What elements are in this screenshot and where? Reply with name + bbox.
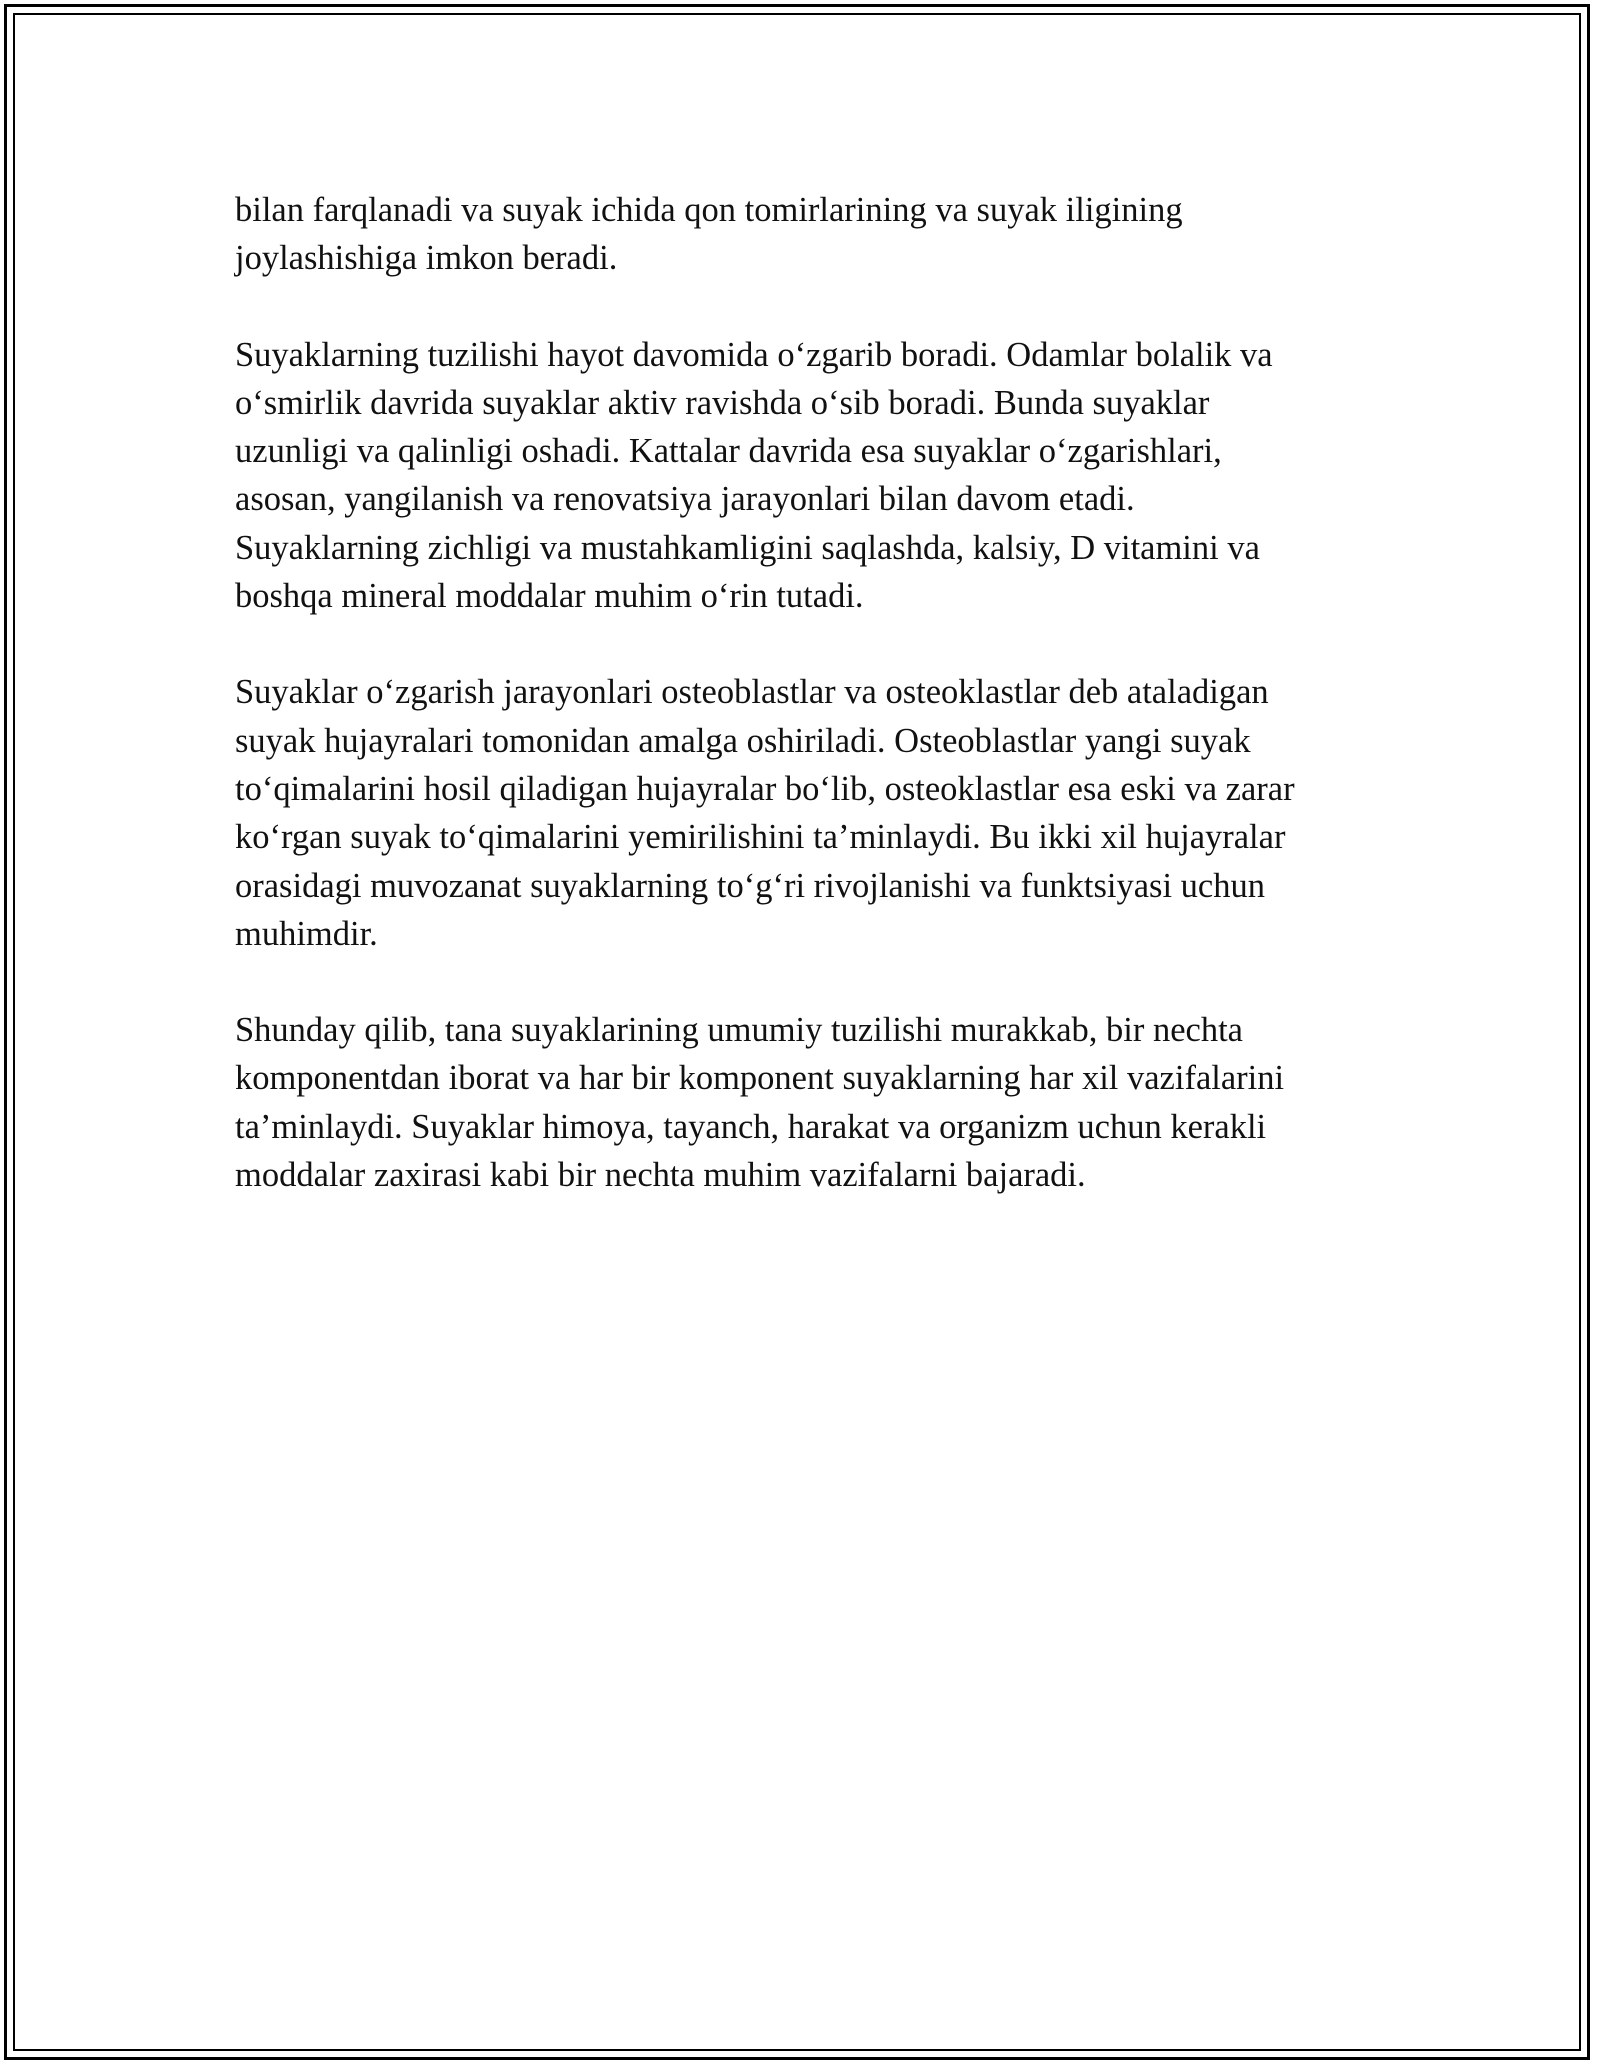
paragraph-1: bilan farqlanadi va suyak ichida qon tomirlarining va suyak iligining joylashishiga imkon beradi. (235, 191, 1183, 278)
paragraph-4: Shunday qilib, tana suyaklarining umumiy tuzilishi murakkab, bir nechta komponentdan iborat va har bir komponent suyaklarning har xil vazifalarini ta’minlaydi. Suyaklar himoya, tayanch, harakat va organizm uchun kerakli moddalar zaxirasi kabi bir nechta muhim vazifalarni bajaradi. (235, 1011, 1285, 1195)
paragraph-3: Suyaklar o‘zgarish jarayonlari osteoblastlar va osteoklastlar deb ataladigan suyak hujayralari tomonidan amalga oshiriladi. Osteoblastlar yangi suyak to‘qimalarini hosil qiladigan hujayralar bo‘lib, osteoklastlar esa eski va zarar ko‘rgan suyak to‘qimalarini yemirilishini ta’minlaydi. Bu ikki xil hujayralar orasidagi muvozanat suyaklarning to‘g‘ri rivojlanishi va funktsiyasi uchun muhimdir. (235, 673, 1295, 953)
document-body (235, 186, 1395, 1247)
paragraph-2: Suyaklarning tuzilishi hayot davomida o‘zgarib boradi. Odamlar bolalik va o‘smirlik davrida suyaklar aktiv ravishda o‘sib boradi. Bunda suyaklar uzunligi va qalinligi oshadi. Kattalar davrida esa suyaklar o‘zgarishlari, asosan, yangilanish va renovatsiya jarayonlari bilan davom etadi. Suyaklarning zichligi va mustahkamligini saqlashda, kalsiy, D vitamini va boshqa mineral moddalar muhim o‘rin tutadi. (235, 335, 1273, 616)
